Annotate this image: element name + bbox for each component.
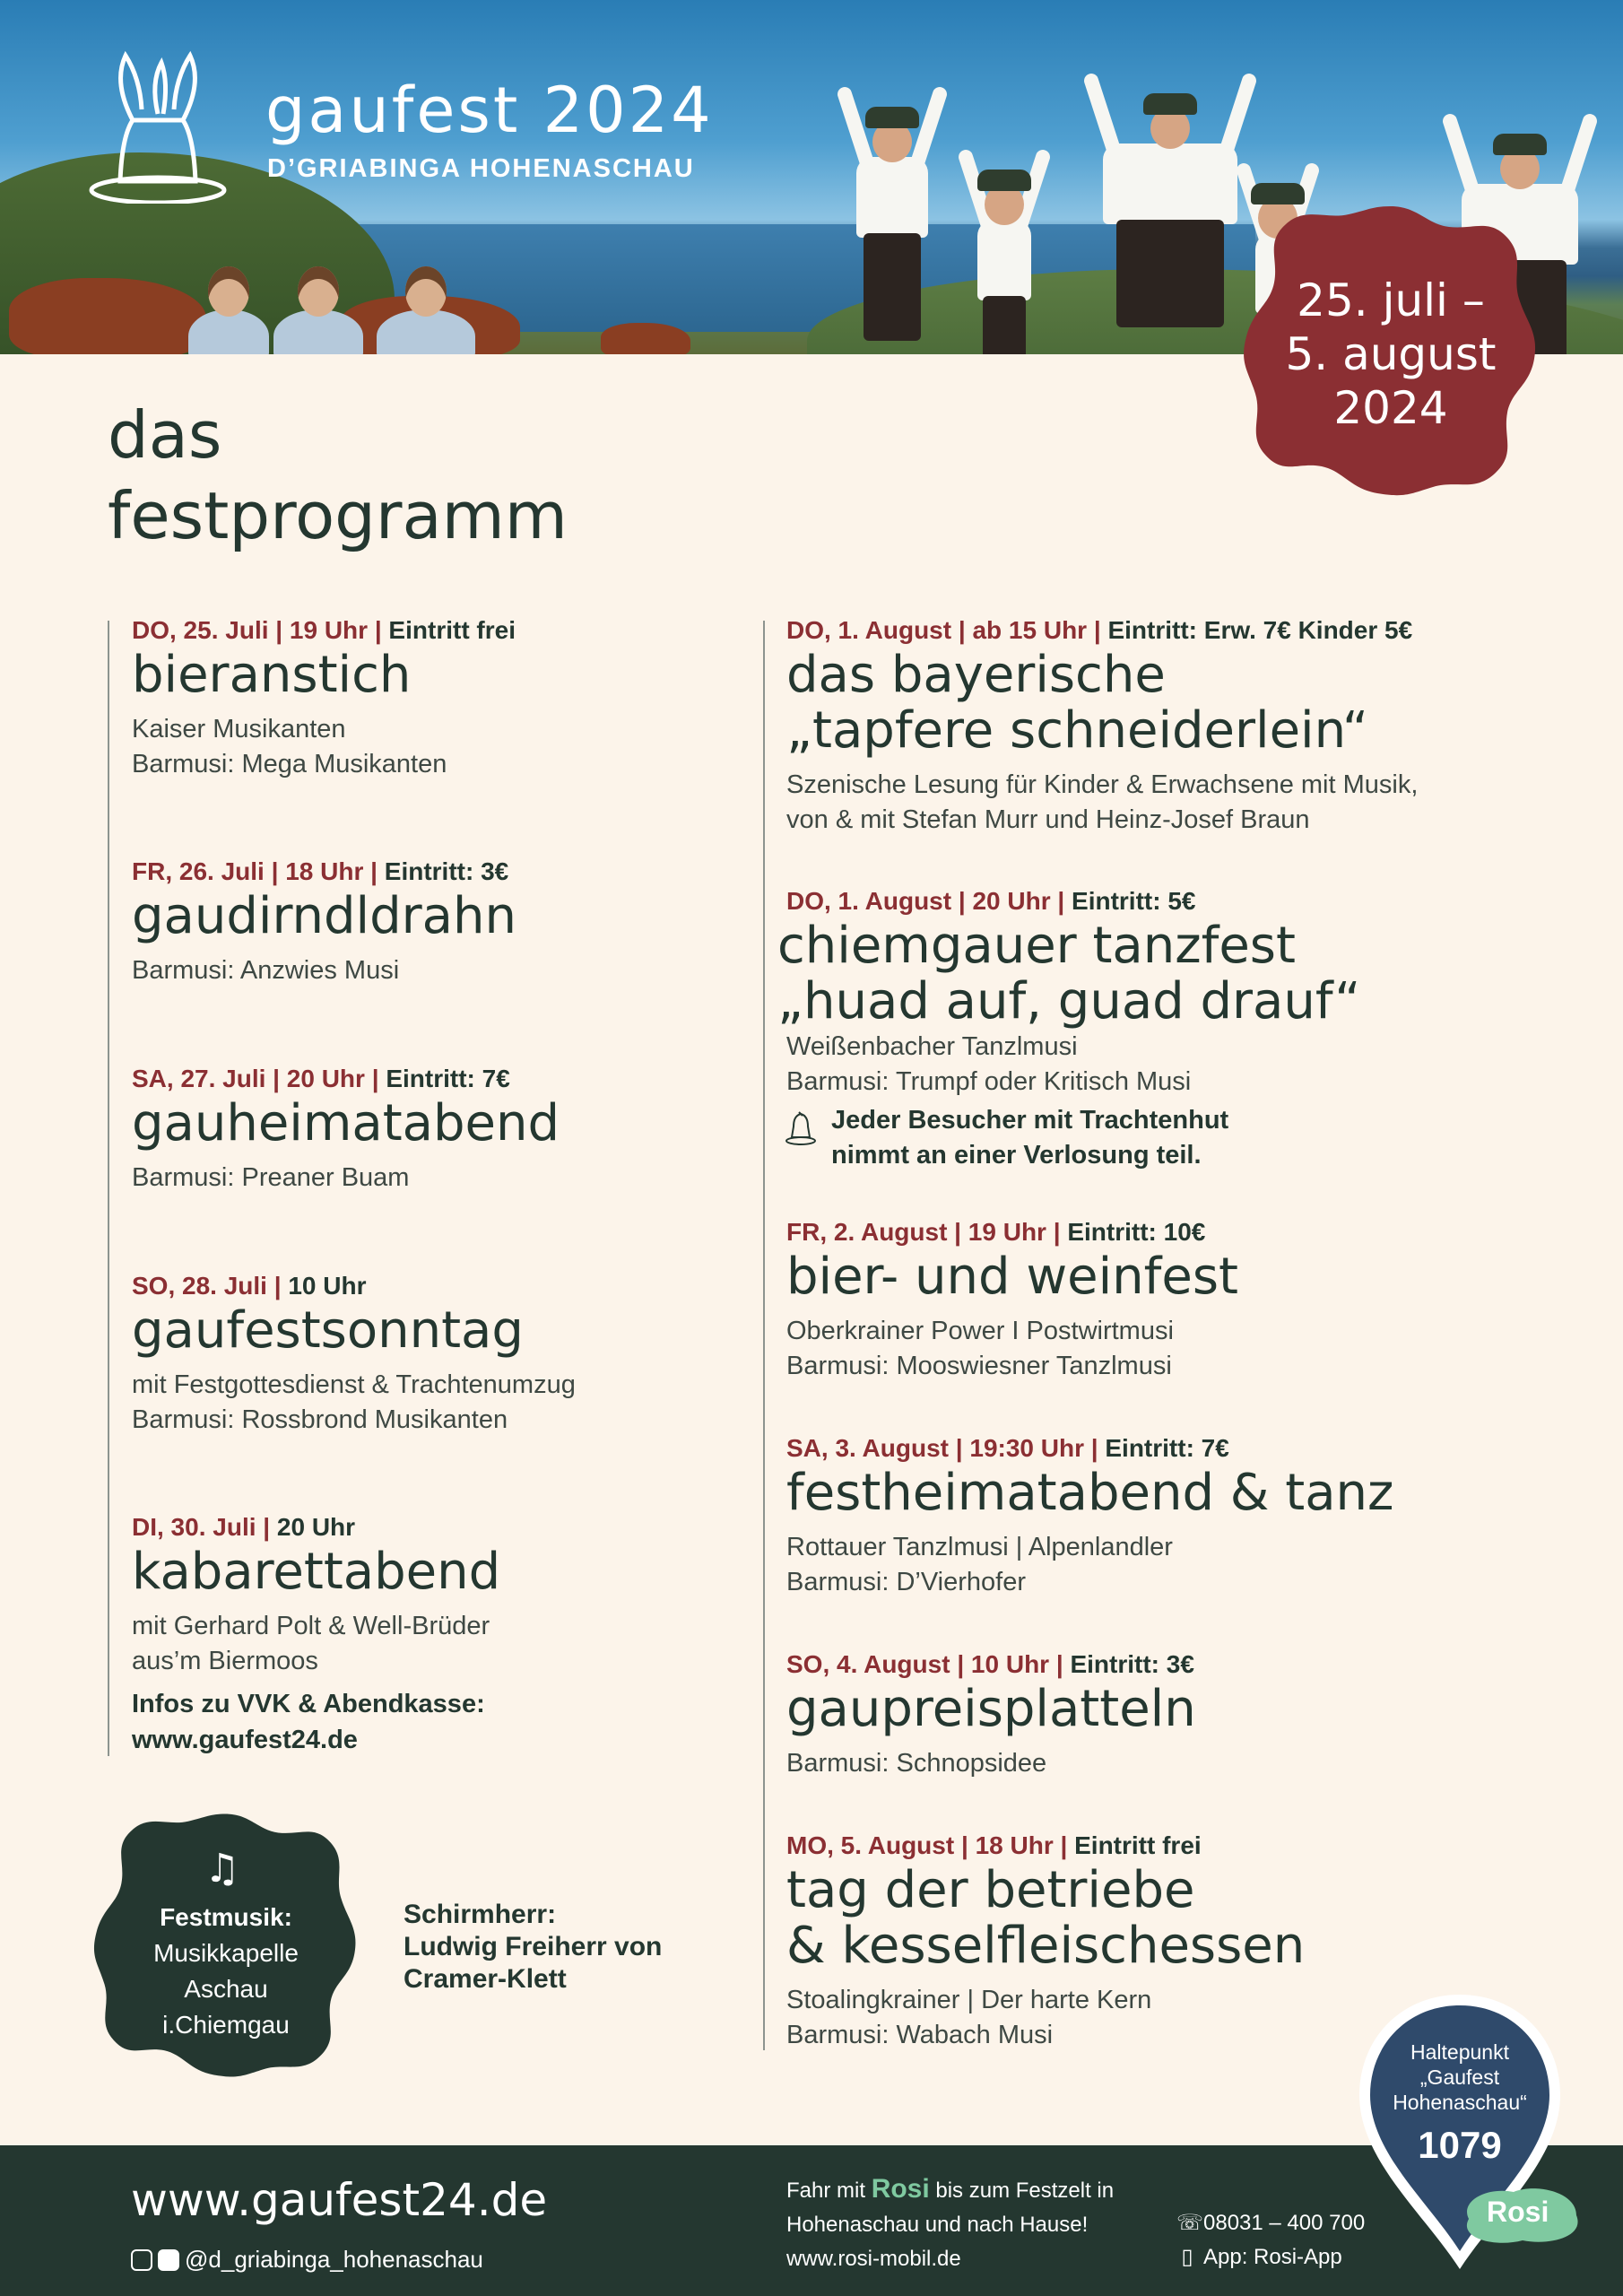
event-bier-und-weinfest: FR, 2. August | 19 Uhr | Eintritt: 10€ bier- und weinfest Oberkrainer Power I Postwirtmusi Barmusi: Mooswiesner Tanzlmusi <box>786 1217 1238 1384</box>
cow-image <box>9 278 206 354</box>
event-name: festheimatabend & tanz <box>786 1464 1394 1522</box>
event-name: chiemgauer tanzfest „huad auf, guad drauf“ <box>777 917 1361 1031</box>
website-link[interactable]: www.gaufest24.de <box>131 2174 548 2226</box>
patron-text: Schirmherr: Ludwig Freiherr von Cramer-Klett <box>404 1900 663 1994</box>
event-gaupreisplatteln: SO, 4. August | 10 Uhr | Eintritt: 3€ gaupreisplatteln Barmusi: Schnopsidee <box>786 1649 1196 1781</box>
event-chiemgauer-tanzfest: DO, 1. August | 20 Uhr | Eintritt: 5€ chiemgauer tanzfest „huad auf, guad drauf“ Weißenbacher Tanzlmusi Barmusi: Trumpf oder Kritisch Musi Jeder Besucher mit Trachtenhut nimmt an einer Verlosung teil. <box>786 886 1360 1173</box>
event-description: Barmusi: Schnopsidee <box>786 1749 1047 1778</box>
event-subtitle: D’GRIABINGA HOHENASCHAU <box>267 154 695 183</box>
event-name: kabarettabend <box>132 1543 501 1601</box>
music-note-icon: ♫ <box>204 1846 240 1892</box>
event-description: Barmusi: Preaner Buam <box>132 1163 410 1192</box>
event-tag-der-betriebe: MO, 5. August | 18 Uhr | Eintritt frei tag der betriebe & kesselfleischessen Stoalingkrainer | Der harte Kern Barmusi: Wabach Musi <box>786 1831 1305 2053</box>
smartphone-icon: ▯ <box>1181 2245 1193 2269</box>
event-name: tag der betriebe & kesselfleischessen <box>786 1861 1306 1975</box>
ticket-info: Infos zu VVK & Abendkasse: www.gaufest24.de <box>132 1686 500 1758</box>
phone-number[interactable]: ☏08031 – 400 700 <box>1176 2206 1365 2240</box>
page-headline: das festprogramm <box>108 397 568 553</box>
event-gaufestsonntag: SO, 28. Juli | 10 Uhr gaufestsonntag mit Festgottesdienst & Trachtenumzug Barmusi: Rossbrond Musikanten <box>132 1271 576 1438</box>
event-description: Szenische Lesung für Kinder & Erwachsene mit Musik, von & mit Stefan Murr und Heinz-Josef Braun <box>786 770 1419 834</box>
event-title: gaufest 2024 <box>265 74 714 147</box>
event-kabarettabend: DI, 30. Juli | 20 Uhr kabarettabend mit Gerhard Polt & Well-Brüder aus’m Biermoos Infos zu VVK & Abendkasse: www.gaufest24.de <box>132 1512 500 1758</box>
left-column-divider <box>108 621 109 1756</box>
event-name: bieranstich <box>132 646 412 704</box>
phone-icon: ☏ <box>1176 2211 1204 2235</box>
event-description: Rottauer Tanzlmusi | Alpenlandler Barmusi: D’Vierhofer <box>786 1533 1173 1596</box>
rosi-logo-text: Rosi <box>871 2174 930 2204</box>
app-info[interactable]: ▯ App: Rosi-App <box>1176 2240 1365 2274</box>
event-name: bier- und weinfest <box>786 1248 1238 1306</box>
event-name: gaudirndldrahn <box>132 887 516 945</box>
date-badge <box>1243 202 1539 498</box>
event-gaudirndldrahn: FR, 26. Juli | 18 Uhr | Eintritt: 3€ gaudirndldrahn Barmusi: Anzwies Musi <box>132 857 516 988</box>
stop-number: 1079 <box>1418 2124 1502 2166</box>
rosi-website-link[interactable]: www.rosi-mobil.de <box>786 2247 961 2271</box>
date-range-text: 25. juli – 5. august 2024 <box>1285 274 1497 434</box>
event-name: gauheimatabend <box>132 1094 560 1152</box>
contact-info <box>1176 2206 1365 2274</box>
event-name: gaufestsonntag <box>132 1301 524 1360</box>
event-festheimatabend: SA, 3. August | 19:30 Uhr | Eintritt: 7€ festheimatabend & tanz Rottauer Tanzlmusi | Alpenlandler Barmusi: D’Vierhofer <box>786 1433 1393 1600</box>
social-handle[interactable]: @d_griabinga_hohenaschau <box>131 2246 483 2274</box>
dancer-image <box>856 121 928 354</box>
event-description: Stoalingkrainer | Der harte Kern Barmusi: Wabach Musi <box>786 1986 1152 2049</box>
event-description: mit Gerhard Polt & Well-Brüder aus’m Biermoos <box>132 1612 490 1675</box>
event-name: gaupreisplatteln <box>786 1680 1196 1738</box>
rosi-promo: Fahr mit Rosi bis zum Festzelt in Hohenaschau und nach Hause! www.rosi-mobil.de <box>786 2172 1114 2276</box>
right-column-divider <box>763 621 765 2050</box>
instagram-icon[interactable] <box>131 2249 152 2271</box>
raffle-note: Jeder Besucher mit Trachtenhut nimmt an einer Verlosung teil. <box>786 1103 1360 1173</box>
facebook-icon[interactable] <box>158 2249 179 2271</box>
event-gauheimatabend: SA, 27. Juli | 20 Uhr | Eintritt: 7€ gauheimatabend Barmusi: Preaner Buam <box>132 1064 560 1196</box>
dancer-image <box>977 184 1031 354</box>
bell-icon <box>781 1109 820 1148</box>
event-bieranstich: DO, 25. Juli | 19 Uhr | Eintritt frei bieranstich Kaiser Musikanten Barmusi: Mega Musikanten <box>132 615 516 782</box>
festmusik-badge: ♫ Festmusik: Musikkapelle Aschau i.Chiemgau <box>93 1810 359 2079</box>
bus-stop-pin: Haltepunkt „Gaufest Hohenaschau“ 1079 Rosi <box>1352 1989 1567 2274</box>
event-tapfere-schneiderlein: DO, 1. August | ab 15 Uhr | Eintritt: Erw. 7€ Kinder 5€ das bayerische „tapfere schneiderlein“ Szenische Lesung für Kinder & Erwachsene mit Musik, von & mit Stefan Murr und Heinz-Josef Braun <box>786 615 1418 838</box>
event-name: das bayerische „tapfere schneiderlein“ <box>786 646 1369 760</box>
fountain-logo-icon <box>86 47 230 204</box>
cow-image <box>601 323 690 354</box>
event-description: Kaiser Musikanten Barmusi: Mega Musikanten <box>132 715 447 778</box>
event-description: mit Festgottesdienst & Trachtenumzug Barmusi: Rossbrond Musikanten <box>132 1370 576 1434</box>
event-description: Oberkrainer Power I Postwirtmusi Barmusi: Mooswiesner Tanzlmusi <box>786 1317 1174 1380</box>
event-description: Weißenbacher Tanzlmusi Barmusi: Trumpf oder Kritisch Musi <box>786 1032 1192 1096</box>
rosi-logo: Rosi <box>1451 2183 1585 2246</box>
event-description: Barmusi: Anzwies Musi <box>132 956 400 985</box>
ticket-info-link[interactable]: www.gaufest24.de <box>132 1726 358 1754</box>
dancer-image <box>1103 108 1237 354</box>
